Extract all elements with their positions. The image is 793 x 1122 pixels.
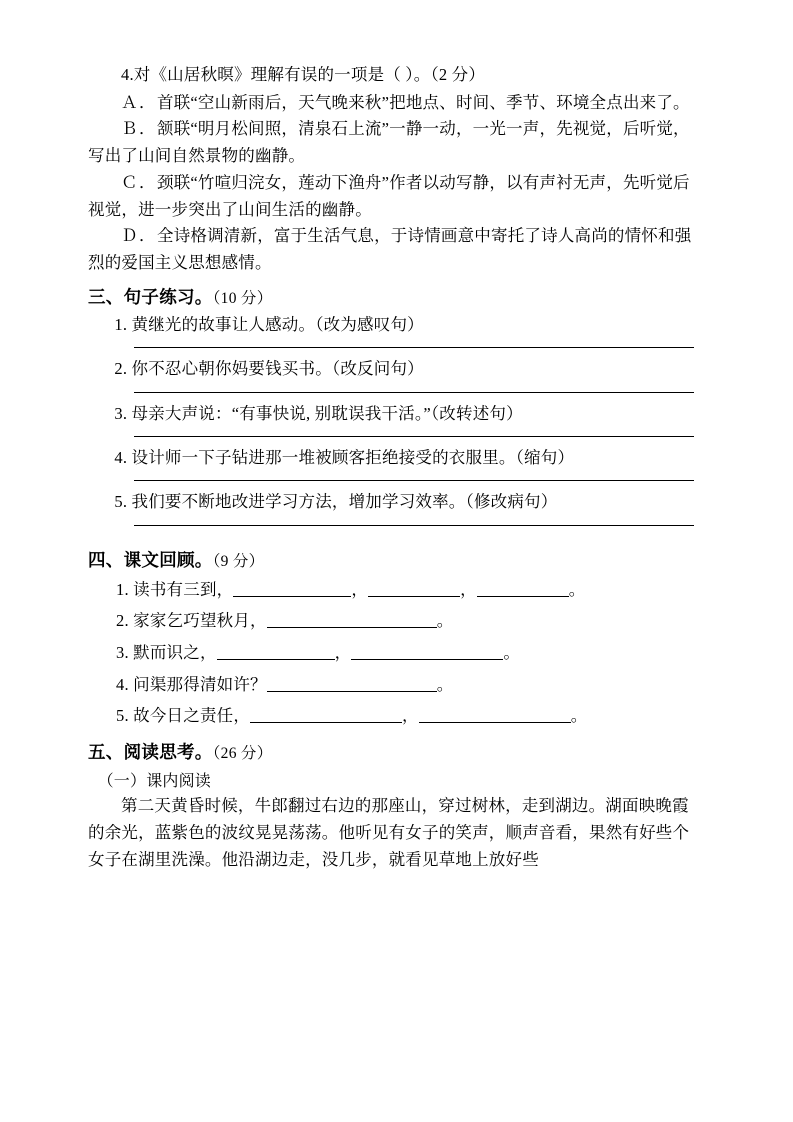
- section-3-title: 三、句子练习。: [88, 286, 213, 307]
- question-4-stem: 4.对《山居秋暝》理解有误的一项是（ ）。（2 分）: [121, 65, 486, 84]
- section-3-item-3: 3. 母亲大声说：“有事快说, 别耽误我干活。”（改转述句）: [114, 403, 523, 423]
- recall-blank[interactable]: [419, 707, 571, 723]
- section-3-item-4: 4. 设计师一下子钻进那一堆被顾客拒绝接受的衣服里。（缩句）: [114, 447, 575, 467]
- question-4-option-d: [88, 223, 705, 276]
- recall-4-text: 4. 问渠那得清如许？: [116, 674, 267, 694]
- answer-line-3-2[interactable]: [134, 392, 694, 393]
- recall-blank[interactable]: [351, 644, 503, 660]
- section-4-item-4: 4. 问渠那得清如许？ 。: [116, 674, 454, 694]
- recall-blank[interactable]: [267, 676, 437, 692]
- option-d-text: 全诗格调清新，富于生活气息，于诗情画意中寄托了诗人高尚的情怀和强烈的爱国主义思想感情。: [88, 226, 692, 273]
- section-3-item-1: 1. 黄继光的故事让人感动。（改为感叹句）: [114, 314, 424, 334]
- recall-blank[interactable]: [250, 707, 402, 723]
- section-3-item-2: 2. 你不忍心朝你妈要钱买书。（改反问句）: [114, 359, 424, 379]
- section-5-passage: 第二天黄昏时候，牛郎翻过右边的那座山，穿过树林，走到湖边。湖面映晚霞的余光，蓝紫色的波纹晃晃荡荡。他听见有女子的笑声，顺声音看，果然有好些个女子在湖里洗澡。他沿湖边走，没几步，就看见草地上放好些: [88, 796, 690, 869]
- recall-5-text: 5. 故今日之责任，: [116, 706, 251, 726]
- answer-line-3-3[interactable]: [134, 436, 694, 437]
- recall-blank[interactable]: [267, 612, 437, 628]
- section-5-points: （26 分）: [212, 745, 273, 763]
- recall-blank[interactable]: [368, 581, 460, 597]
- answer-line-3-4[interactable]: [134, 480, 694, 481]
- section-4-title: 四、课文回顾。: [88, 549, 213, 570]
- recall-1-text: 1. 读书有三到，: [116, 579, 234, 599]
- section-5-heading: [88, 739, 705, 764]
- recall-blank[interactable]: [477, 581, 569, 597]
- section-5-title: 五、阅读思考。: [88, 742, 213, 763]
- question-4-option-c: [88, 170, 705, 223]
- section-3-points: （10 分）: [212, 289, 273, 307]
- option-c-text: 颈联“竹喧归浣女，莲动下渔舟”作者以动写静，以有声衬无声，先听觉后视觉，进一步突出了山间生活的幽静。: [88, 172, 690, 219]
- section-4-item-3: 3. 默而识之， ， 。: [116, 643, 521, 663]
- section-4-heading: [88, 547, 705, 572]
- option-a-label: Ａ．: [121, 92, 157, 112]
- option-d-label: Ｄ．: [121, 226, 157, 246]
- spacer-before-section-4: [88, 534, 705, 540]
- section-4-item-2: 2. 家家乞巧望秋月， 。: [116, 611, 454, 631]
- section-5-subtitle: （一）课内阅读: [97, 773, 211, 791]
- section-4-item-1: 1. 读书有三到， ， ， 。: [116, 579, 586, 599]
- option-c-label: Ｃ．: [121, 172, 157, 192]
- section-3-heading: [88, 284, 705, 309]
- recall-blank[interactable]: [217, 644, 335, 660]
- section-4-points: （9 分）: [212, 552, 265, 570]
- recall-2-text: 2. 家家乞巧望秋月，: [116, 611, 267, 631]
- answer-line-3-1[interactable]: [134, 347, 694, 348]
- recall-3-text: 3. 默而识之，: [116, 643, 217, 663]
- recall-blank[interactable]: [233, 581, 351, 597]
- section-4-item-5: 5. 故今日之责任， ， 。: [116, 706, 588, 726]
- answer-line-3-5[interactable]: [134, 525, 694, 526]
- section-3-item-5: 5. 我们要不断地改进学习方法，增加学习效率。（修改病句）: [114, 492, 558, 512]
- option-a-text: 首联“空山新雨后，天气晚来秋”把地点、时间、季节、环境全点出来了。: [157, 92, 690, 112]
- option-b-label: Ｂ．: [121, 119, 157, 139]
- question-4-option-a: [88, 90, 705, 117]
- option-b-text: 颔联“明月松间照，清泉石上流”一静一动，一光一声，先视觉，后听觉，写出了山间自然景物的幽静。: [88, 119, 690, 166]
- question-4-option-b: [88, 116, 705, 169]
